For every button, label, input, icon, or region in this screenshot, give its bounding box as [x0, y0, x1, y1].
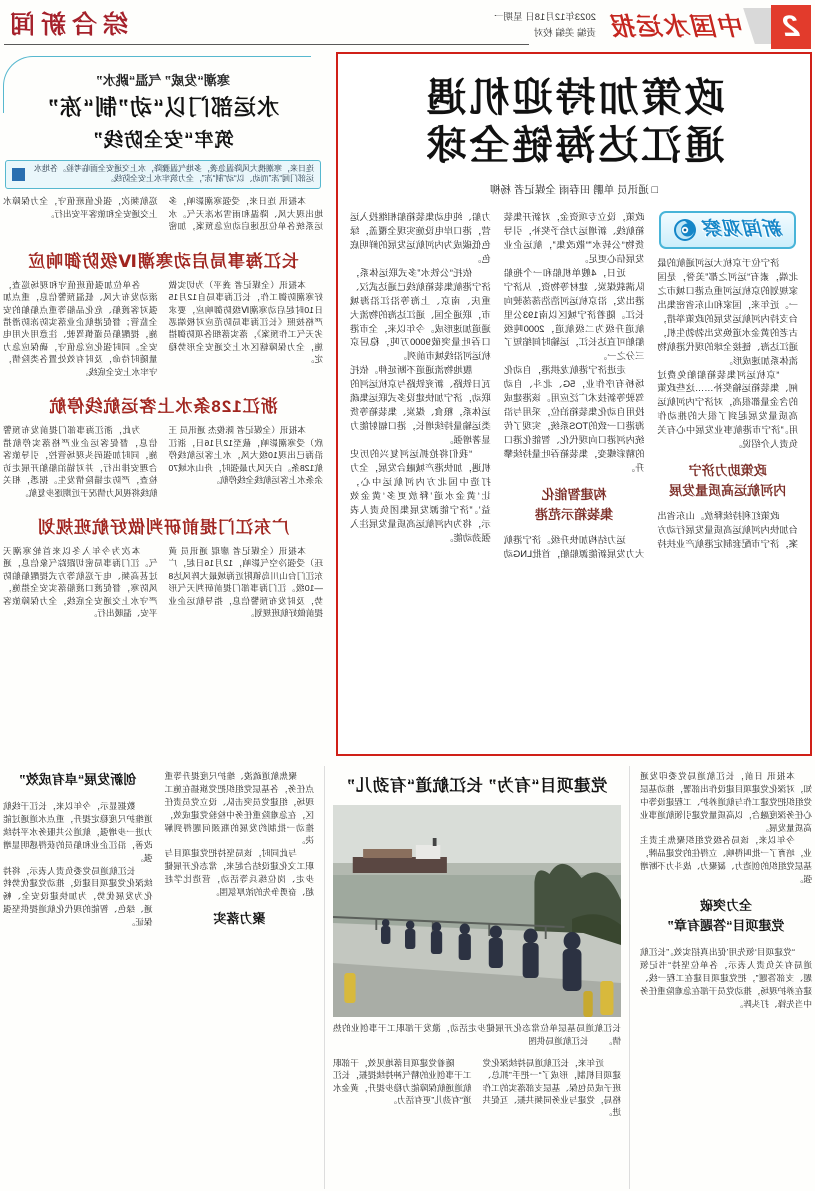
- main-subhead-1: [657, 461, 798, 501]
- main-article-body: [350, 211, 798, 749]
- page-number: 2: [771, 5, 811, 49]
- date-line: 2023年12月18日 星期一: [494, 12, 596, 23]
- main-subhead-1-line1: 政策助力济宁: [688, 463, 767, 479]
- bottom-section: [3, 766, 812, 1189]
- bottom-right-columns: [3, 770, 314, 1189]
- cold-wave-summary-strip: [5, 160, 321, 190]
- jiangmen-body: [3, 545, 323, 620]
- main-subhead-2-line1: 构建智能化: [541, 486, 607, 502]
- page-header: [4, 5, 811, 51]
- page-number-block: [745, 5, 811, 49]
- eye-swirl-icon: [672, 217, 698, 243]
- section-header: [4, 5, 529, 45]
- paragraph: 数据显示，今年以来，长江干线航道维护尺度稳定提升，重点水道通过能力进一步增强，航道公共服务水平持续改善，沿江企业和船员的获得感明显增强。: [3, 801, 153, 863]
- bottom-right-subhead-line1: 聚力落实: [213, 910, 266, 926]
- masthead: [494, 5, 811, 49]
- main-paragraph: 走进济宁港航龙拱港，自动化场桥有序作业，5G、北斗、自动驾驶等新技术广泛应用。该港建成投用自动化集装箱泊位，采用与沿海港口一致的TOS系统，实现了传统内河港口向现代化、智能化港口的精彩蝶变，集装箱吞吐量持续攀升。: [503, 365, 645, 473]
- zhejiang-body: [3, 424, 323, 499]
- paragraph: 为此，浙江海事部门提前发布预警信息，督促客运企业严格落实停航措施，同时加强码头现场管控，引导旅客合理安排出行，并对锚泊船舶开展走访检查，严防走锚险情发生。据悉，相关航线将视风力情况于近期逐步复航。: [3, 425, 158, 498]
- photo-caption: [333, 1022, 621, 1049]
- bottom-left-column: [640, 770, 812, 1189]
- dock-photo: [333, 805, 621, 1017]
- main-subhead-2-line2: 集装箱示范港: [535, 506, 614, 522]
- cold-wave-headline: 水运部门以“动”制“冻”: [47, 95, 280, 120]
- main-headline: [338, 74, 810, 170]
- zhejiang-headline: 浙江128条水上客运航线停航: [48, 397, 278, 417]
- cjhsj-body: [3, 279, 323, 379]
- bottom-right-subhead-line2: 创新发展“卓有成效”: [19, 772, 137, 787]
- photo-article-headline: 党建项目“有为” 长江航道“有劲儿”: [346, 777, 608, 795]
- bottom-left-subhead: [640, 896, 812, 936]
- paragraph: 本报讯 日前，长江航道局党委印发通知，对深化党建项目建设作出部署，推动基层党组织把党建工作与航道养护、工程建设等中心任务深度融合，以高质量党建引领航道事业高质量发展。: [640, 771, 812, 833]
- news-observation-logo: [659, 211, 796, 249]
- cold-wave-body: [3, 195, 323, 232]
- credits-line: 责编 美编 校对: [533, 28, 596, 40]
- paragraph: 近年来，长江航道局持续深化党建项目机制，形成了“一把手”抓总、班子成员包保、基层支部落实的工作格局，党建与业务同频共振、互促共进。: [482, 1057, 621, 1118]
- paragraph: 与此同时，该局坚持把党建项目与职工文化建设结合起来，常态化开展健步走、岗位练兵等活动，营造比学赶超、奋勇争先的浓厚氛围。: [164, 848, 314, 898]
- main-headline-line2: 通江达海链全球: [423, 124, 725, 168]
- sidebar-column: [3, 56, 323, 758]
- bottom-left-subhead-line1: 全力突破: [700, 898, 753, 914]
- main-article-box: [336, 52, 812, 756]
- paragraph: 本报讯 连日来，受强寒潮影响，多地出现大风、降温和雨雪冰冻天气。水运系统各单位迅速启动应急预案，加密巡航频次，强化值班值守，全力保障水上交通安全和旅客平安出行。: [3, 196, 323, 232]
- paragraph: 随着党建项目落地见效，干部职工干事创业的精气神持续提振，长江航道通航保障能力稳步提升，黄金水道“有劲儿”更有活力。: [333, 1057, 472, 1105]
- cold-wave-kicker: 寒潮“发威” 气温“跳水”: [96, 73, 230, 88]
- paragraph: 本次为今年入冬以来首轮寒潮天气。江门海事局密切跟踪气象信息，通过甚高频、电子巡航等方式提醒船舶防风防寒，督促渡口渡船落实安全措施，严守水上交通安全底线，全力保障旅客平安、温暖出行。: [3, 545, 158, 619]
- paragraph: 长江航道局党委负责人表示，将持续深化党建项目建设，推动党建优势转化为发展优势，为加快建设安全、畅通、绿色、智能的现代化航道提供坚强保证。: [3, 865, 153, 928]
- paragraph: 本报讯（全媒记者 廖琨 通讯员 黄珏）受强冷空气影响，12月16日起，广东江门台山川岛镇附近海域最大阵风达8—10级。江门海事部门提前研判天气形势，及时发布预警信息，指导航运企业提前做好航班规划。: [168, 545, 323, 619]
- article-cjhsj: [3, 247, 323, 379]
- paragraph: “党建项目‘领先用’促出真招实效。”长江航道局有关负责人表示，各单位坚持“书记领题、支部答题”，把党建项目建在工程一线、建在养护现场，推动党员干部在急难险重任务中当先锋、打头阵。: [640, 947, 812, 1009]
- photo-caption-text: 长江航道局基层单位常态化开展健步走活动，激发干部职工干事创业的热情。: [333, 1023, 621, 1047]
- news-observation-label: 新闻观察: [703, 218, 784, 240]
- paragraph: 各单位加强值班值守和现场巡查，滚动发布大风、低温预警信息，重点加强对客渡船、危化品船等重点船舶的安全监管；督促港航企业落实防冻防滑措施，提醒船员谨慎驾驶、注意用火用电安全。同时强化应急值守，确保应急力量随时待命，及时有效处置各类险情，守牢水上安全底线。: [3, 279, 158, 377]
- main-paragraph: 政策红利持续释放。山东省出台加快内河航运高质量发展行动方案，济宁市配套制定港航产业扶持政策，设立专项资金，对新开集装箱航线、新增运力给予奖补，引导货物“公转水”“散改集”，航运企业发展信心更足。: [503, 212, 798, 550]
- article-jiangmen: [3, 513, 323, 620]
- main-byline: □ 通讯员 单鹏 田春雨 全媒记者 杨柳: [490, 184, 658, 196]
- main-paragraph: 依托“公铁水”多式联运体系，济宁港航集装箱航线已通达武汉、重庆、南京、上海等沿江沿海城市，联通全国、通江达海的物流大通道加速形成。今年以来，全市港口吞吐量突破9000万吨，稳居京杭运河沿线城市前列。: [350, 267, 491, 362]
- main-subhead-2: [504, 485, 645, 525]
- photo-article: [324, 766, 630, 1189]
- main-subhead-1-line2: 内河航运高质量发展: [669, 483, 787, 499]
- article-cold-wave: [3, 56, 323, 233]
- main-paragraph: 运力结构加快升级。济宁港航大力发展新能源船舶，首批LNG动力船、纯电动集装箱船相继投入运营，港口岸电设施实现全覆盖，绿色低碳成为内河航运发展的鲜明底色。: [350, 212, 645, 560]
- jiangmen-headline: 广东江门提前研判做好航班规划: [37, 517, 289, 537]
- paragraph: 聚焦航道疏浚、维护尺度提升等重点任务，各基层党组织把党旗插在施工现场，组建党员突击队、设立党员责任区，在急难险重任务中检验党建成效，推动一批制约发展的瓶颈问题得到解决。: [164, 771, 314, 846]
- section-title: 综合新闻: [4, 11, 129, 39]
- main-paragraph: 济宁位于京杭大运河通航的最北端，素有“运河之都”美誉，是国家规划的京杭运河重点港口城市之一。近年来，国家和山东省密集出台支持内河航运发展的政策举措，古老的黄金水道焕发出勃勃生机，通江达海、链接全球的现代港航物流体系加速成形。: [657, 258, 798, 366]
- main-paragraph: 腹地物流通道不断延伸。依托瓦日铁路、新兖铁路与京杭运河的联动，济宁加快建设多式联运集疏运体系，粮食、煤炭、集装箱等货类运输量持续增长，港口辐射能力显著增强。: [350, 365, 491, 445]
- photo-article-body: [333, 1057, 621, 1119]
- cjhsj-headline: 长江海事局启动寒潮Ⅳ级防御响应: [27, 251, 299, 271]
- dock-photo-illustration: [333, 805, 621, 1017]
- main-paragraph: “京杭运河集装箱船舶免费过闸、集装箱运输奖补……这些政策的含金量都很高，对济宁内河航运高质量发展起到了很大的推动作用。”济宁市港航事业发展中心有关负责人介绍说。: [657, 369, 798, 450]
- newspaper-title: 中国水运报: [609, 13, 745, 41]
- article-zhejiang: [3, 392, 323, 499]
- paragraph: 本报讯（全媒记者 龚平）为切实做好寒潮防御工作，长江海事局自12月15日10时起启动寒潮Ⅳ级防御响应，要求严格按照《长江海事局防范应对极端恶劣天气工作预案》，落实落细各项防御措施，全力保障辖区水上交通安全形势稳定。: [168, 279, 323, 365]
- cold-wave-summary: 连日来，寒潮携大风降温急袭，多地气温骤降，水上交通安全面临考验。各地水运部门闻“冻”而动、以“动”制“冻”，全力筑牢水上安全防线。: [34, 163, 314, 184]
- blue-square-mark: [12, 168, 25, 181]
- paragraph: 本报讯（全媒记者 陈俊杰 通讯员 王欣）受寒潮影响，截至12月16日，浙江沿海已出现10级大风，水上客运航线停航128条。白天风力最强时，舟山水域70余条水上客运航线全线停航。: [168, 425, 323, 486]
- main-headline-line1: 政策加持迎机遇: [423, 76, 725, 120]
- bottom-left-subhead-line2: 党建项目“答题有章”: [667, 918, 785, 934]
- main-paragraph: “我们将抢抓运河复兴的历史机遇，加快港产城融合发展，全力打造中国北方内河航运中心，让‘黄金水道’释放更多‘黄金效益’。”济宁能源发展集团负责人表示，将为内河航运高质量发展注入强劲动能。: [350, 448, 491, 543]
- cold-wave-headline2: 筑牢“安全防线”: [92, 129, 234, 151]
- main-paragraph: 近日，4艘单机船和一个拖船队满载煤炭、建材等物资，从济宁港出发，沿京杭运河浩浩荡荡驶向长江。随着济宁城区以南193公里航道升级为二级航道，2000吨级船舶可直达长江，运输时间缩短了三分之一。: [503, 267, 645, 362]
- paragraph: 今年以来，该局各级党组织聚焦主责主业，培育了一批叫得响、立得住的党建品牌，基层党组织的创造力、凝聚力、战斗力不断增强。: [640, 835, 812, 885]
- photo-credit: 长江航道局供图: [528, 1036, 589, 1047]
